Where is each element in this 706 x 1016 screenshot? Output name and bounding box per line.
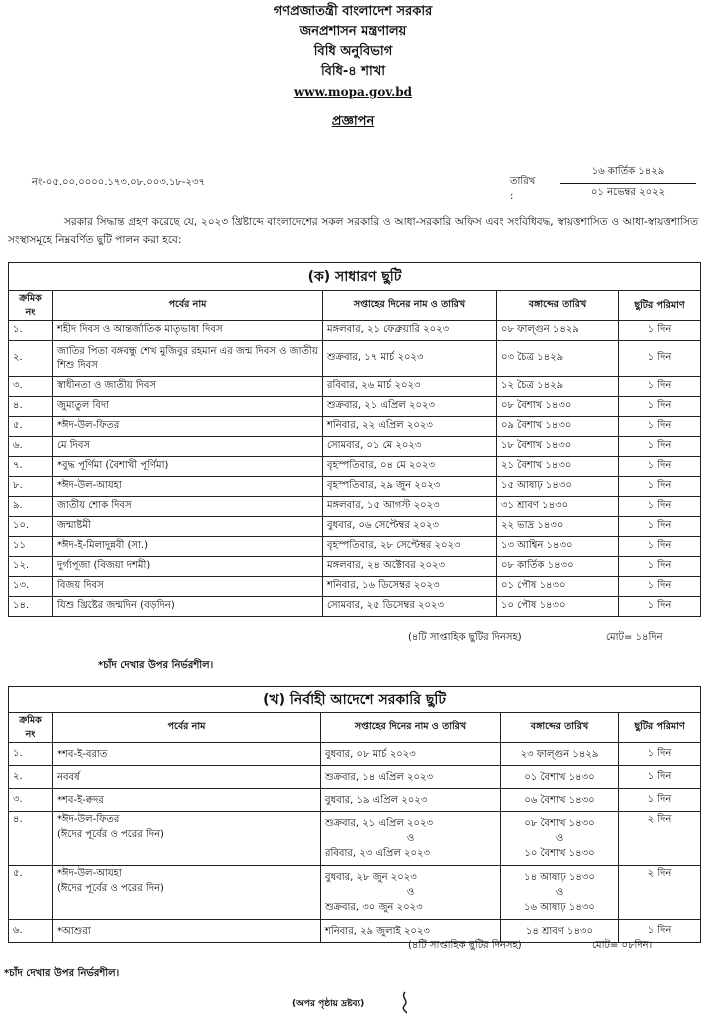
bangla-date: ১৬ আষাঢ় ১৪৩০ xyxy=(524,902,595,913)
cell-weekday-date xyxy=(321,766,501,789)
cell-festival-name: জুমাতুল বিদা xyxy=(53,397,323,417)
cell-bangla-date: ১২ চৈত্র ১৪২৯ xyxy=(497,377,619,397)
cell-serial: ১১ xyxy=(9,537,53,557)
festival-name: *আশুরা xyxy=(57,925,91,937)
weekday-date: বুধবার, ১৯ এপ্রিল ২০২৩ xyxy=(325,794,428,806)
weekday-date: শুক্রবার, ২১ এপ্রিল ২০২৩ xyxy=(325,818,434,829)
cell-days: ১ দিন xyxy=(619,537,701,557)
cell-bangla-date xyxy=(501,866,619,920)
cell-festival-name: জাতির পিতা বঙ্গবন্ধু শেখ মুজিবুর রহমান এর জন্ম দিবস ও জাতীয় শিশু দিবস xyxy=(53,341,323,377)
cell-festival-name: বিজয় দিবস xyxy=(53,577,323,597)
ministry-name: জনপ্রশাসন মন্ত্রণালয় xyxy=(299,24,407,39)
cell-weekday-date: বৃহস্পতিবার, ০৪ মে ২০২৩ xyxy=(323,457,497,477)
weekly-footnote: (৪টি সাপ্তাহিক ছুটির দিনসহ) xyxy=(408,632,522,643)
website-link[interactable]: www.mopa.gov.bd xyxy=(293,85,413,99)
cell-festival-name: *ঈদ-উল-আযহা xyxy=(53,477,323,497)
cell-festival-name: জন্মাষ্টমী xyxy=(53,517,323,537)
cell-festival-name xyxy=(53,789,321,812)
cell-days: ১ দিন xyxy=(619,437,701,457)
notice-title: প্রজ্ঞাপন xyxy=(331,114,375,129)
weekday-date: শুক্রবার, ১৪ এপ্রিল ২০২৩ xyxy=(325,771,434,783)
table-row xyxy=(9,789,701,812)
bangla-date: ০৮ বৈশাখ ১৪৩০ xyxy=(524,818,595,829)
cell-days: ১ দিন xyxy=(619,457,701,477)
total-days: মোট= ১৪দিন xyxy=(606,632,663,643)
cell-festival-name: মে দিবস xyxy=(53,437,323,457)
cell-weekday-date: রবিবার, ২৬ মার্চ ২০২৩ xyxy=(323,377,497,397)
weekday-date: বুধবার, ০৮ মার্চ ২০২৩ xyxy=(325,748,416,760)
govt-name: গণপ্রজাতন্ত্রী বাংলাদেশ সরকার xyxy=(273,4,433,19)
weekday-date: শুক্রবার, ৩০ জুন ২০২৩ xyxy=(325,902,423,913)
table-row xyxy=(9,517,701,537)
table-row xyxy=(9,537,701,557)
cell-bangla-date xyxy=(501,743,619,766)
cell-weekday-date: শুক্রবার, ২১ এপ্রিল ২০২৩ xyxy=(323,397,497,417)
col-header-bangla-date: বঙ্গাব্দের তারিখ xyxy=(501,713,619,743)
cell-festival-name: স্বাধীনতা ও জাতীয় দিবস xyxy=(53,377,323,397)
cell-weekday-date: শনিবার, ১৬ ডিসেম্বর ২০২৩ xyxy=(323,577,497,597)
cell-serial: ৯. xyxy=(9,497,53,517)
cell-days: ১ দিন xyxy=(619,321,701,341)
table-title: (ক) সাধারণ ছুটি xyxy=(9,263,701,291)
bangla-date: ২৩ ফাল্গুন ১৪২৯ xyxy=(520,748,599,760)
cell-serial: ১৩. xyxy=(9,577,53,597)
festival-note: (ঈদের পূর্বের ও পরের দিন) xyxy=(57,829,164,840)
cell-weekday-date xyxy=(321,812,501,866)
cell-weekday-date: বৃহস্পতিবার, ২৮ সেপ্টেম্বর ২০২৩ xyxy=(323,537,497,557)
cell-serial: ৪. xyxy=(9,812,53,866)
cell-serial: ৫. xyxy=(9,866,53,920)
cell-serial: ১৪. xyxy=(9,597,53,617)
cell-bangla-date: ০১ পৌষ ১৪৩০ xyxy=(497,577,619,597)
cell-festival-name: যিশু খ্রিষ্টের জন্মদিন (বড়দিন) xyxy=(53,597,323,617)
table-row xyxy=(9,743,701,766)
table-row xyxy=(9,397,701,417)
cell-weekday-date: বুধবার, ০৬ সেপ্টেম্বর ২০২৩ xyxy=(323,517,497,537)
cell-serial: ৮. xyxy=(9,477,53,497)
cell-serial: ২. xyxy=(9,341,53,377)
cell-days: ১ দিন xyxy=(619,397,701,417)
table-row xyxy=(9,321,701,341)
cell-festival-name: *বুদ্ধ পূর্ণিমা (বৈশাখী পূর্ণিমা) xyxy=(53,457,323,477)
cell-days: ১ দিন xyxy=(619,557,701,577)
cell-days: ১ দিন xyxy=(619,377,701,397)
cell-serial: ৭. xyxy=(9,457,53,477)
total-days: মোট= ০৮দিন। xyxy=(592,940,653,951)
cell-days: ১ দিন xyxy=(619,577,701,597)
table-row xyxy=(9,766,701,789)
cell-serial: ৬. xyxy=(9,920,53,943)
col-header-days: ছুটির পরিমাণ xyxy=(619,713,701,743)
cell-days: ১ দিন xyxy=(619,766,701,789)
cell-weekday-date: সোমবার, ০১ মে ২০২৩ xyxy=(323,437,497,457)
cell-bangla-date xyxy=(501,812,619,866)
weekday-date: বুধবার, ২৮ জুন ২০২৩ xyxy=(325,872,417,883)
cell-festival-name: জাতীয় শোক দিবস xyxy=(53,497,323,517)
cell-bangla-date: ০৮ কার্তিক ১৪৩০ xyxy=(497,557,619,577)
cell-weekday-date: শনিবার, ২২ এপ্রিল ২০২৩ xyxy=(323,417,497,437)
cell-days: ১ দিন xyxy=(619,497,701,517)
cell-festival-name xyxy=(53,743,321,766)
festival-name: *শব-ই-ক্বদর xyxy=(57,794,104,806)
weekday-date: রবিবার, ২৩ এপ্রিল ২০২৩ xyxy=(325,848,431,859)
date-bangla: ১৬ কার্তিক ১৪২৯ xyxy=(560,164,696,184)
cell-bangla-date: ৩১ শ্রাবণ ১৪৩০ xyxy=(497,497,619,517)
table-title: (খ) নির্বাহী আদেশে সরকারি ছুটি xyxy=(9,687,701,713)
conjunction: ও xyxy=(555,833,564,844)
col-header-date: সপ্তাহের দিনের নাম ও তারিখ xyxy=(323,291,497,321)
bangla-date: ০৬ বৈশাখ ১৪৩০ xyxy=(524,794,595,806)
cell-serial: ১২. xyxy=(9,557,53,577)
bangla-date: ১০ বৈশাখ ১৪৩০ xyxy=(524,848,595,859)
conjunction: ও xyxy=(406,887,415,898)
festival-name: *শব-ই-বরাত xyxy=(57,748,108,760)
cell-serial: ১. xyxy=(9,321,53,341)
letterhead xyxy=(0,2,706,102)
conjunction: ও xyxy=(406,833,415,844)
cell-festival-name: *ঈদ-উল-ফিতর xyxy=(53,417,323,437)
cell-festival-name xyxy=(53,866,321,920)
col-header-serial: ক্রমিক নং xyxy=(9,291,53,321)
cell-weekday-date xyxy=(321,743,501,766)
table-row xyxy=(9,557,701,577)
table-row xyxy=(9,812,701,866)
cell-serial: ৫. xyxy=(9,417,53,437)
memo-number: নং-০৫.০০.০০০০.১৭৩.০৮.০০৩.১৮-২৩৭ xyxy=(32,177,206,188)
cell-serial: ৩. xyxy=(9,377,53,397)
cell-weekday-date: মঙ্গলবার, ২১ ফেব্রুয়ারি ২০২৩ xyxy=(323,321,497,341)
cell-festival-name xyxy=(53,766,321,789)
cell-days: ১ দিন xyxy=(619,597,701,617)
intro-paragraph: সরকার সিদ্ধান্ত গ্রহণ করেছে যে, ২০২৩ খ্রিষ্টাব্দে বাংলাদেশের সকল সরকারি ও আধা-সরকারি অফিস এবং সংবিধিবদ্ধ, স্বায়ত্তশাসিত ও আধা-স্বায়ত্তশাসিত সংস্থাসমূহে নিম্নবর্ণিত ছুটি পালন করা হবে: xyxy=(8,216,698,246)
weekday-date: শনিবার, ২৯ জুলাই ২০২৩ xyxy=(325,925,430,937)
table-row xyxy=(9,377,701,397)
cell-days: ১ দিন xyxy=(619,477,701,497)
col-header-name: পর্বের নাম xyxy=(53,713,321,743)
date-english: ০১ নভেম্বর ২০২২ xyxy=(590,187,666,198)
col-header-name: পর্বের নাম xyxy=(53,291,323,321)
bangla-date: ০১ বৈশাখ ১৪৩০ xyxy=(524,771,595,783)
cell-serial: ৬. xyxy=(9,437,53,457)
bangla-date: ১৪ শ্রাবণ ১৪৩০ xyxy=(525,925,594,937)
table-row xyxy=(9,477,701,497)
moon-note: *চাঁদ দেখার উপর নির্ভরশীল। xyxy=(4,968,120,979)
cell-days: ১ দিন xyxy=(619,517,701,537)
conjunction: ও xyxy=(555,887,564,898)
section-name: বিধি-৪ শাখা xyxy=(320,64,386,79)
cell-serial: ৩. xyxy=(9,789,53,812)
moon-note: *চাঁদ দেখার উপর নির্ভরশীল। xyxy=(98,660,214,671)
cell-festival-name: শহীদ দিবস ও আন্তর্জাতিক মাতৃভাষা দিবস xyxy=(53,321,323,341)
continued-note: (অপর পৃষ্ঠায় দ্রষ্টব্য) xyxy=(292,999,365,1009)
cell-weekday-date xyxy=(321,789,501,812)
cell-bangla-date: ১৩ আশ্বিন ১৪৩০ xyxy=(497,537,619,557)
cell-days: ১ দিন xyxy=(619,417,701,437)
cell-bangla-date xyxy=(501,766,619,789)
festival-name: *ঈদ-উল-ফিতর xyxy=(57,814,120,825)
cell-bangla-date: ০৯ বৈশাখ ১৪৩০ xyxy=(497,417,619,437)
cell-bangla-date: ১৫ আষাঢ় ১৪৩০ xyxy=(497,477,619,497)
cell-days: ২ দিন xyxy=(619,866,701,920)
table-row xyxy=(9,866,701,920)
signature-mark-icon xyxy=(398,990,412,1014)
col-header-serial: ক্রমিক নং xyxy=(9,713,53,743)
cell-bangla-date: ২২ ভাদ্র ১৪৩০ xyxy=(497,517,619,537)
executive-holiday-table xyxy=(8,686,701,943)
cell-festival-name: *ঈদ-ই-মিলাদুন্নবী (সা.) xyxy=(53,537,323,557)
table-row xyxy=(9,341,701,377)
weekly-footnote: (৪টি সাপ্তাহিক ছুটির দিনসহ) xyxy=(408,940,522,951)
cell-bangla-date: ১০ পৌষ ১৪৩০ xyxy=(497,597,619,617)
festival-name: নববর্ষ xyxy=(57,771,80,783)
col-header-date: সপ্তাহের দিনের নাম ও তারিখ xyxy=(321,713,501,743)
general-holiday-table xyxy=(8,262,701,617)
col-header-days: ছুটির পরিমাণ xyxy=(619,291,701,321)
cell-bangla-date: ০৮ বৈশাখ ১৪৩০ xyxy=(497,397,619,417)
table-row xyxy=(9,437,701,457)
festival-name: *ঈদ-উল-আযহা xyxy=(57,868,122,879)
cell-weekday-date: মঙ্গলবার, ১৫ আগস্ট ২০২৩ xyxy=(323,497,497,517)
cell-festival-name xyxy=(53,812,321,866)
cell-bangla-date: ০৮ ফাল্গুন ১৪২৯ xyxy=(497,321,619,341)
cell-serial: ২. xyxy=(9,766,53,789)
bangla-date: ১৪ আষাঢ় ১৪৩০ xyxy=(524,872,595,883)
cell-days: ১ দিন xyxy=(619,920,701,943)
cell-days: ১ দিন xyxy=(619,341,701,377)
col-header-bangla-date: বঙ্গাব্দের তারিখ xyxy=(497,291,619,321)
cell-bangla-date: ১৮ বৈশাখ ১৪৩০ xyxy=(497,437,619,457)
cell-festival-name: দুর্গাপূজা (বিজয়া দশমী) xyxy=(53,557,323,577)
table-row xyxy=(9,597,701,617)
division-name: বিধি অনুবিভাগ xyxy=(313,44,393,59)
table-row xyxy=(9,497,701,517)
cell-days: ১ দিন xyxy=(619,789,701,812)
cell-serial: ১. xyxy=(9,743,53,766)
cell-serial: ৪. xyxy=(9,397,53,417)
cell-days: ২ দিন xyxy=(619,812,701,866)
table-row xyxy=(9,417,701,437)
festival-note: (ঈদের পূর্বের ও পরের দিন) xyxy=(57,883,164,894)
cell-bangla-date xyxy=(501,789,619,812)
cell-festival-name xyxy=(53,920,321,943)
cell-weekday-date xyxy=(321,866,501,920)
cell-bangla-date: ২১ বৈশাখ ১৪৩০ xyxy=(497,457,619,477)
cell-weekday-date: শুক্রবার, ১৭ মার্চ ২০২৩ xyxy=(323,341,497,377)
cell-weekday-date: সোমবার, ২৫ ডিসেম্বর ২০২৩ xyxy=(323,597,497,617)
cell-days: ১ দিন xyxy=(619,743,701,766)
date-label: তারিখ : xyxy=(510,176,536,202)
table-row xyxy=(9,457,701,477)
table-row xyxy=(9,577,701,597)
cell-weekday-date: বৃহস্পতিবার, ২৯ জুন ২০২৩ xyxy=(323,477,497,497)
cell-bangla-date: ০৩ চৈত্র ১৪২৯ xyxy=(497,341,619,377)
cell-serial: ১০. xyxy=(9,517,53,537)
cell-weekday-date: মঙ্গলবার, ২৪ অক্টোবর ২০২৩ xyxy=(323,557,497,577)
